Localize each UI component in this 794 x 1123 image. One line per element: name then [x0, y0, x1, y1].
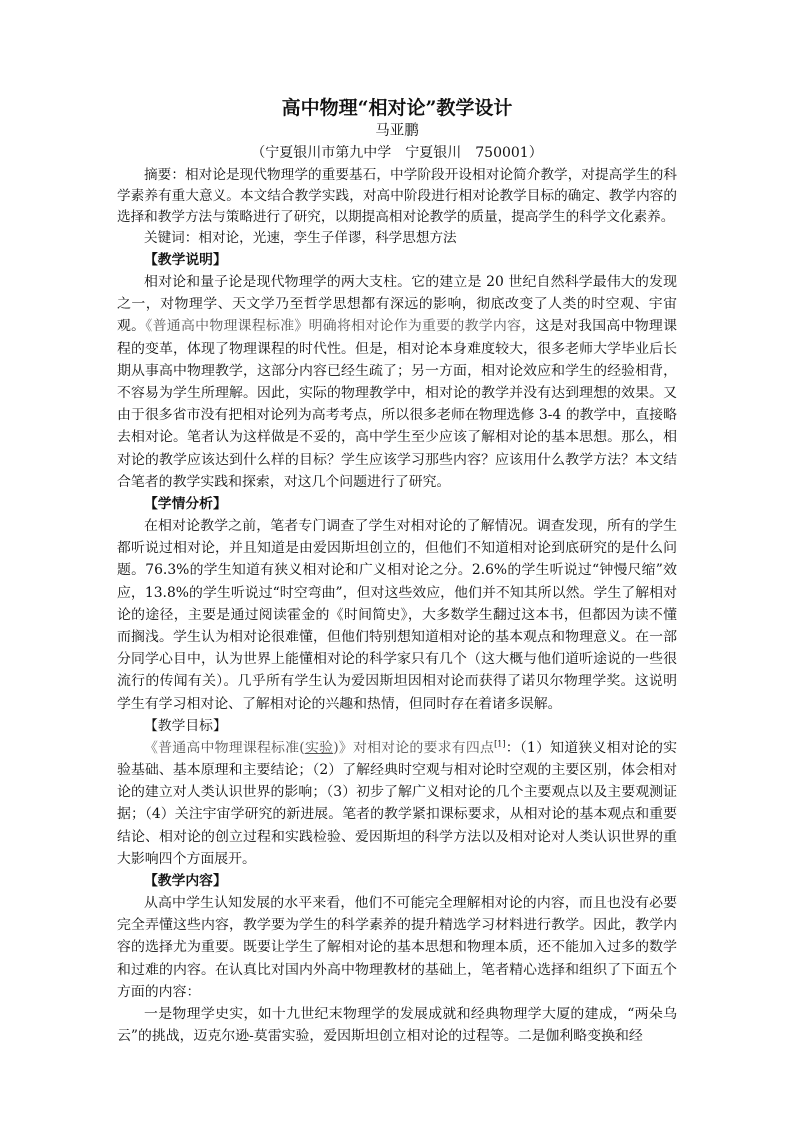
author-name: 马亚鹏 — [375, 123, 419, 139]
article-title: 高中物理“相对论”教学设计 — [281, 97, 513, 119]
keywords: 关键词：相对论，光速，孪生子佯谬，科学思想方法 — [144, 230, 457, 246]
section-heading-teaching-goals: 【教学目标】 — [144, 717, 227, 734]
text-run: )》对相对论的要求有四点 — [333, 739, 495, 756]
paragraph-student-analysis: 在相对论教学之前，笔者专门调查了学生对相对论的了解情况。调查发现，所有的学生都听说过相对论，并且知道是由爱因斯坦创立的，但他们不知道相对论到底研究的是什么问题。76.3%的学生知道有狭义相对论和广义相对论之分。2.6%的学生听说过“钟慢尺缩”效应，13.8%的学生听说过“时空弯曲”，但对这些效应，他们并不知其所以然。学生了解相对论的途径，主要是通过阅读霍金的《时间简史》，大多数学生翻过这本书，但都因为读不懂而搁浅。学生认为相对论很难懂，但他们特别想知道相对论的基本观点和物理意义。在一部分同学心目中，认为世界上能懂相对论的科学家只有几个（这大概与他们道听途说的一些很流行的传闻有关）。几乎所有学生认为爱因斯坦因相对论而获得了诺贝尔物理学奖。这说明学生有学习相对论、了解相对论的兴趣和热情，但同时存在着诸多误解。 — [117, 518, 677, 712]
curriculum-standard-citation: 《普通高中物理课程标准》明确将相对论作为重要的教学内容， — [145, 318, 536, 335]
text-run: 相对论和量子论是现代物理学的两大支柱。它的建立是 20 世纪自然科学最伟大的发现之一，对物理学、天文学乃至哲学思想都有深远的影响，彻底改变了人类的时空观、宇宙观。 — [117, 274, 677, 335]
section-heading-teaching-notes: 【教学说明】 — [144, 252, 227, 268]
section-heading-student-analysis: 【学情分析】 — [144, 496, 227, 513]
paragraph-teaching-content: 从高中学生认知发展的水平来看，他们不可能完全理解相对论的内容，而且也没有必要完全弄懂这些内容，教学要为学生的科学素养的提升精选学习材料进行教学。因此，教学内容的选择尤为重要。既要让学生了解相对论的基本思想和物理本质，还不能加入过多的数学和过难的内容。在认真比对国内外高中物理教材的基础上，笔者精心选择和组织了下面五个方面的内容： — [117, 895, 677, 1000]
author-affiliation: （宁夏银川市第九中学 宁夏银川 750001） — [251, 145, 543, 161]
paragraph-teaching-goals — [117, 737, 677, 870]
paragraph-teaching-notes — [117, 271, 677, 493]
text-run: ：（1）知道狭义相对论的实验基础、基本原理和主要结论；（2）了解经典时空观与相对论时空观的主要区别，体会相对论的建立对人类认识世界的影响；（3）初步了解广义相对论的几个主要观点以及主要观测证据；（4）关注宇宙学研究的新进展。笔者的教学紧扣课标要求，从相对论的基本观点和重要结论、相对论的创立过程和实践检验、爱因斯坦的科学方法以及相对论对人类认识世界的重大影响四个方面展开。 — [117, 739, 678, 867]
abstract: 摘要：相对论是现代物理学的重要基石，中学阶段开设相对论简介教学，对提高学生的科学素养有重大意义。本文结合教学实践，对高中阶段进行相对论教学目标的确定、教学内容的选择和教学方法与策略进行了研究，以期提高相对论教学的质量，提高学生的科学文化素养。 — [117, 167, 677, 225]
text-run: 《普通高中物理课程标准( — [144, 739, 305, 756]
paragraph-teaching-content-list: 一是物理学史实，如十九世纪末物理学的发展成就和经典物理学大厦的建成，“两朵乌云”的挑战，迈克尔逊-莫雷实验，爱因斯坦创立相对论的过程等。二是伽利略变换和经 — [117, 1006, 677, 1045]
section-heading-teaching-content: 【教学内容】 — [144, 873, 227, 890]
reference-marker: [1] — [494, 739, 506, 749]
underlined-text: 实验 — [304, 739, 334, 756]
article-body — [117, 96, 677, 1048]
text-run: 这是对我国高中物理课程的变革，体现了物理课程的时代性。但是，相对论本身难度较大，很多老师大学毕业后长期从事高中物理教学，这部分内容已经生疏了；另一方面，相对论效应和学生的经验相背，不容易为学生所理解。因此，实际的物理教学中，相对论的教学并没有达到理想的效果。又由于很多省市没有把相对论列为高考考点，所以很多老师在物理选修 3-4 的教学中，直接略去相对论。笔者认为这样做是不妥的，高中学生至少应该了解相对论的基本思想。那么，相对论的教学应该达到什么样的目标？学生应该学习那些内容？应该用什么教学方法？本文结合笔者的教学实践和探索，对这几个问题进行了研究。 — [117, 318, 677, 490]
